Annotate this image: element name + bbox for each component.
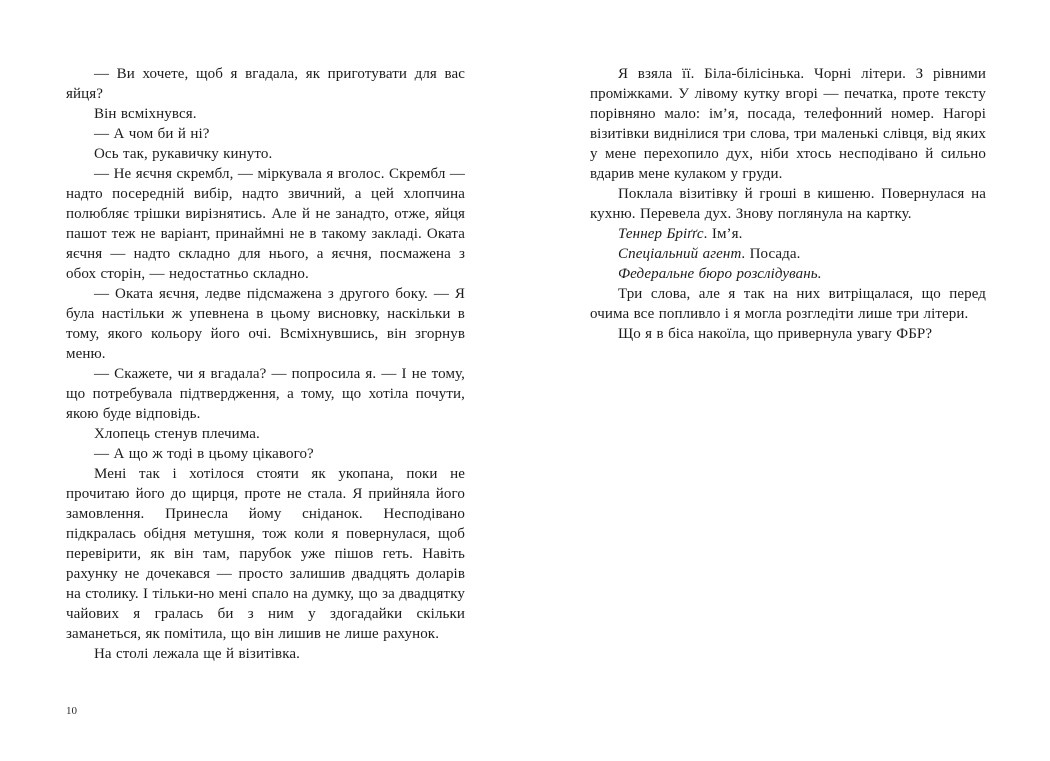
text-segment: На столі лежала ще й візитівка. xyxy=(94,646,300,662)
left-page-text-column xyxy=(66,64,465,664)
paragraph xyxy=(66,464,465,644)
paragraph xyxy=(590,244,986,264)
paragraph xyxy=(66,104,465,124)
paragraph xyxy=(66,364,465,424)
text-segment: Три слова, але я так на них витріщалася, що перед очима все попливло і я могла розгледіти лише три літери. xyxy=(590,286,986,322)
paragraph xyxy=(66,144,465,164)
text-segment: Він всміхнувся. xyxy=(94,106,197,122)
text-segment: — Ви хочете, щоб я вгадала, як приготувати для вас яйця? xyxy=(66,66,465,102)
text-segment: Мені так і хотілося стояти як укопана, поки не прочитаю його до щирця, проте не стала. Я прийняла його замовлення. Принесла йому сніданок. Несподівано підкралась обідня метушня, тож коли я повернулася, щоб перевірити, як він там, парубок уже пішов геть. Навіть рахунку не дочекався — просто залишив двадцять доларів на столику. І тільки-но мені спало на думку, що за двадцятку чайових я гралась би з ним у здогадайки скільки заманеться, як помітила, що він лишив не лише рахунок. xyxy=(66,466,465,642)
italic-text-segment: Теннер Бріґґс xyxy=(618,226,704,242)
text-segment: — Не яєчня скрембл, — міркувала я вголос. Скрембл — надто посередній вибір, надто звичний, а цей хлопчина полюбляє трішки вирізнятись. Але й не занадто, отже, яйця пашот теж не варіант, принаймні не в такому закладі. Оката яєчня — надто складно для нього, а яєчня, посмажена з обох сторін, — недостатньо складно. xyxy=(66,166,465,282)
paragraph xyxy=(66,444,465,464)
paragraph xyxy=(590,264,986,284)
text-segment: Що я в біса накоїла, що привернула увагу ФБР? xyxy=(618,326,933,342)
page-number: 10 xyxy=(66,705,77,717)
text-segment: . Посада. xyxy=(741,246,801,262)
text-segment: — Оката яєчня, ледве підсмажена з другого боку. — Я була настільки ж упевнена в цьому висновку, наскільки в тому, якого кольору його очі. Всміхнувшись, він згорнув меню. xyxy=(66,286,465,362)
text-segment: Хлопець стенув плечима. xyxy=(94,426,260,442)
text-segment: — А чом би й ні? xyxy=(94,126,210,142)
right-page-text-column xyxy=(590,64,986,344)
paragraph xyxy=(590,64,986,184)
text-segment: Я взяла її. Біла-білісінька. Чорні літери. З рівними проміжками. У лівому кутку вгорі — печатка, проте тексту порівняно мало: ім’я, посада, телефонний номер. Нагорі візитівки виднілися три слова, три маленькі слівця, від яких у мене перехопило дух, ніби хтось несподівано й сильно вдарив мене кулаком у груди. xyxy=(590,66,986,182)
paragraph xyxy=(590,284,986,324)
paragraph xyxy=(590,324,986,344)
text-segment: — А що ж тоді в цьому цікавого? xyxy=(94,446,314,462)
paragraph xyxy=(66,164,465,284)
text-segment: . Ім’я. xyxy=(703,226,743,242)
text-segment: Ось так, рукавичку кинуто. xyxy=(94,146,273,162)
paragraph xyxy=(66,644,465,664)
paragraph xyxy=(66,424,465,444)
italic-text-segment: Спеціальний агент xyxy=(618,246,742,262)
paragraph xyxy=(66,284,465,364)
paragraph xyxy=(66,64,465,104)
paragraph xyxy=(590,184,986,224)
text-segment: Поклала візитівку й гроші в кишеню. Повернулася на кухню. Перевела дух. Знову поглянула на картку. xyxy=(590,186,986,222)
text-segment: — Скажете, чи я вгадала? — попросила я. — І не тому, що потребувала підтвердження, а тому, що хотіла почути, якою буде відповідь. xyxy=(66,366,465,422)
italic-text-segment: Федеральне бюро розслідувань. xyxy=(618,266,822,282)
paragraph xyxy=(590,224,986,244)
paragraph xyxy=(66,124,465,144)
